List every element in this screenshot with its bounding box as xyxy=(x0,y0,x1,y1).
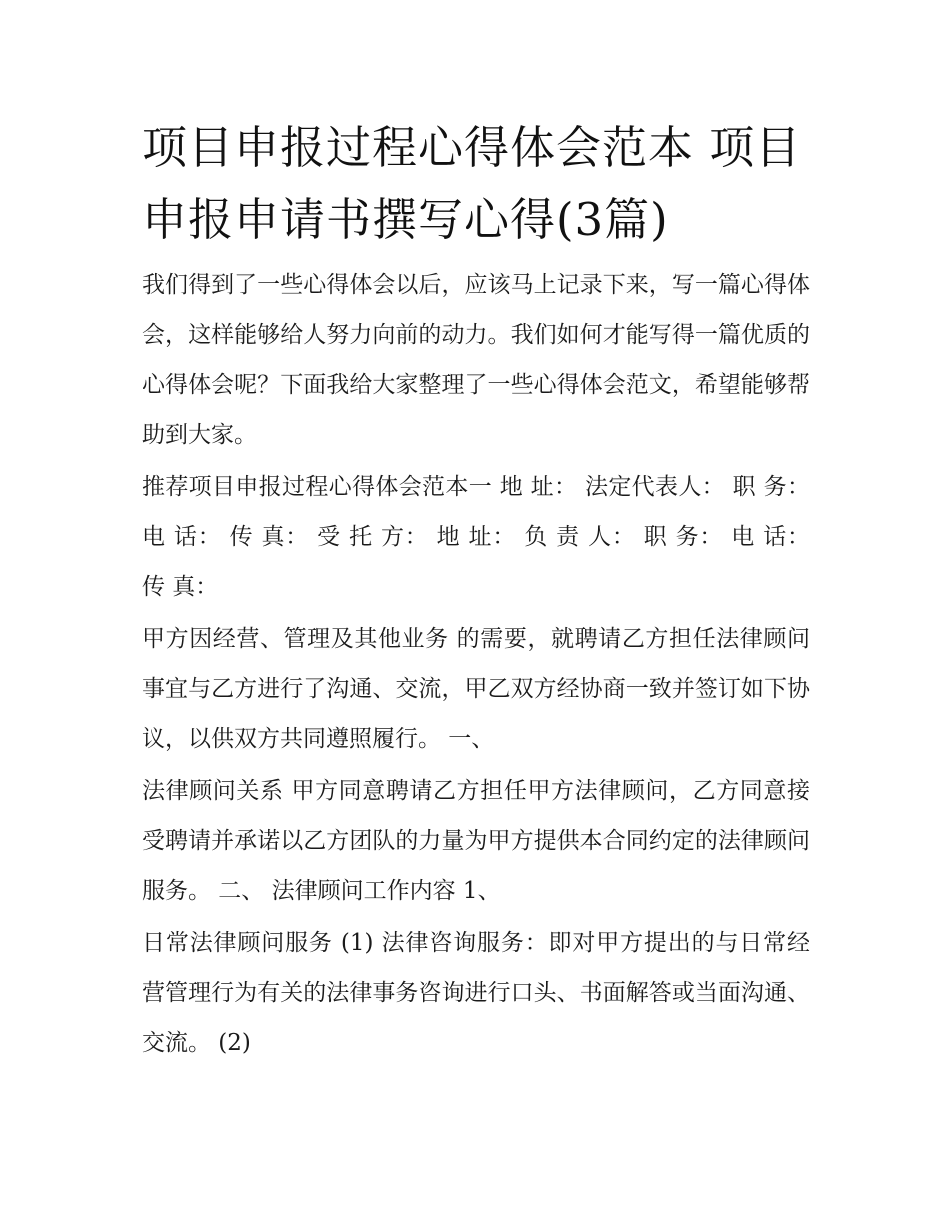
intro-paragraph: 我们得到了一些心得体会以后，应该马上记录下来，写一篇心得体会，这样能够给人努力向前的动力。我们如何才能写得一篇优质的心得体会呢？下面我给大家整理了一些心得体会范文，希望能够帮助到大家。 xyxy=(142,272,810,448)
daily-service-paragraph: 日常法律顾问服务 (1) 法律咨询服务：即对甲方提出的与日常经营管理行为有关的法律事务咨询进行口头、书面解答或当面沟通、交流。 (2) xyxy=(142,930,810,1056)
document-title: 项目申报过程心得体会范本 项目申报申请书撰写心得(3篇) xyxy=(142,121,802,246)
contract-preamble-paragraph: 甲方因经营、管理及其他业务 的需要，就聘请乙方担任法律顾问事宜与乙方进行了沟通、交流，甲乙双方经协商一致并签订如下协议，以供双方共同遵照履行。 一、 xyxy=(142,626,810,752)
contract-parties-paragraph: 推荐项目申报过程心得体会范本一 地 址： 法定代表人： 职 务： 电 话： 传 真： 受 托 方： 地 址： 负 责 人： 职 务： 电 话： 传 真： xyxy=(142,474,810,600)
legal-advisor-relation-paragraph: 法律顾问关系 甲方同意聘请乙方担任甲方法律顾问，乙方同意接受聘请并承诺以乙方团队的力量为甲方提供本合同约定的法律顾问服务。 二、 法律顾问工作内容 1、 xyxy=(142,778,810,904)
document-body xyxy=(142,112,810,1070)
